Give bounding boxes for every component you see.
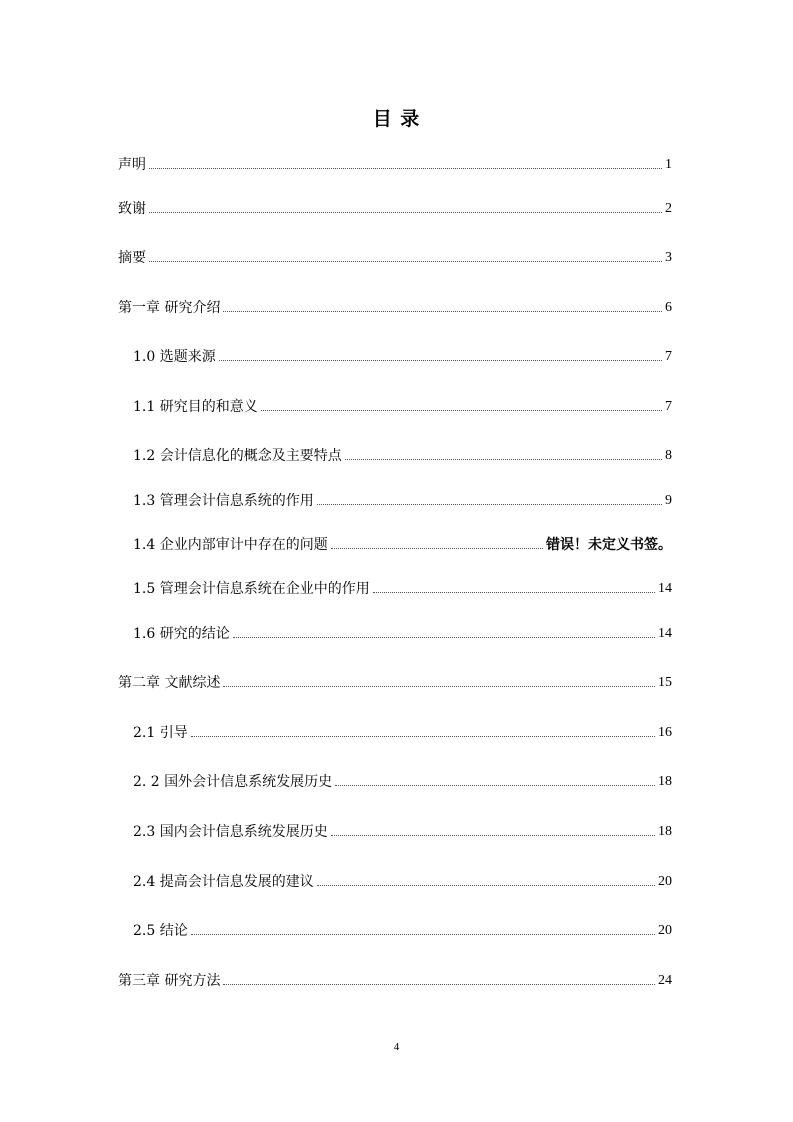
toc-entry[interactable] bbox=[133, 619, 672, 643]
toc-entry[interactable] bbox=[133, 486, 672, 510]
toc-entry-label: 2.3 国内会计信息系统发展历史 bbox=[133, 824, 328, 840]
toc-entry[interactable] bbox=[133, 530, 672, 554]
toc-entry-page-error: 错误！未定义书签。 bbox=[546, 537, 672, 553]
toc-entry[interactable] bbox=[133, 867, 672, 891]
toc-entry[interactable] bbox=[118, 243, 672, 267]
toc-dot-leader bbox=[331, 835, 655, 836]
toc-entry-label: 第一章 研究介绍 bbox=[118, 300, 221, 316]
toc-entry[interactable] bbox=[118, 150, 672, 174]
toc-entry-label: 1.1 研究目的和意义 bbox=[133, 399, 258, 415]
toc-entry-page: 14 bbox=[658, 626, 672, 641]
toc-entry-label: 1.6 研究的结论 bbox=[133, 626, 230, 642]
toc-entry[interactable] bbox=[133, 342, 672, 366]
toc-entry[interactable] bbox=[118, 194, 672, 218]
toc-entry-label: 1.4 企业内部审计中存在的问题 bbox=[133, 537, 328, 553]
toc-entry-page: 3 bbox=[665, 250, 672, 265]
toc-entry-page: 20 bbox=[658, 923, 672, 938]
toc-entry[interactable] bbox=[133, 392, 672, 416]
toc-dot-leader bbox=[191, 736, 655, 737]
toc-entry-page: 1 bbox=[665, 157, 672, 172]
toc-entry-label: 致谢 bbox=[118, 201, 146, 217]
toc-dot-leader bbox=[233, 637, 655, 638]
toc-entry-page: 2 bbox=[665, 201, 672, 216]
toc-dot-leader bbox=[317, 504, 662, 505]
toc-dot-leader bbox=[317, 885, 655, 886]
toc-dot-leader bbox=[335, 785, 655, 786]
toc-entry-page: 7 bbox=[665, 399, 672, 414]
toc-dot-leader bbox=[149, 212, 662, 213]
toc-entry-page: 8 bbox=[665, 448, 672, 463]
toc-dot-leader bbox=[373, 592, 655, 593]
toc-entry-label: 第二章 文献综述 bbox=[118, 675, 221, 691]
toc-entry-label: 2.1 引导 bbox=[133, 725, 188, 741]
toc-dot-leader bbox=[345, 459, 662, 460]
toc-dot-leader bbox=[331, 548, 543, 549]
page-number: 4 bbox=[393, 1041, 400, 1053]
toc-entry-label: 1.5 管理会计信息系统在企业中的作用 bbox=[133, 581, 370, 597]
page-title: 目 录 bbox=[372, 108, 421, 130]
toc-entry-label: 2.4 提高会计信息发展的建议 bbox=[133, 874, 314, 890]
toc-dot-leader bbox=[219, 360, 662, 361]
toc-dot-leader bbox=[223, 311, 662, 312]
toc-entry[interactable] bbox=[118, 293, 672, 317]
toc-entry-label: 1.0 选题来源 bbox=[133, 349, 216, 365]
toc-dot-leader bbox=[261, 410, 662, 411]
toc-entry[interactable] bbox=[133, 916, 672, 940]
toc-entry-label: 摘要 bbox=[118, 250, 146, 266]
toc-entry[interactable] bbox=[118, 668, 672, 692]
toc-dot-leader bbox=[149, 261, 662, 262]
toc-entry[interactable] bbox=[118, 966, 672, 990]
toc-entry-page: 18 bbox=[658, 774, 672, 789]
toc-entry[interactable] bbox=[133, 718, 672, 742]
toc-dot-leader bbox=[149, 168, 662, 169]
toc-dot-leader bbox=[223, 686, 655, 687]
toc-entry[interactable] bbox=[133, 817, 672, 841]
toc-entry-page: 18 bbox=[658, 824, 672, 839]
toc-entry-page: 16 bbox=[658, 725, 672, 740]
toc-entry-page: 24 bbox=[658, 973, 672, 988]
toc-entry-label: 1.3 管理会计信息系统的作用 bbox=[133, 493, 314, 509]
toc-entry-label: 声明 bbox=[118, 157, 146, 173]
toc-entry-page: 14 bbox=[658, 581, 672, 596]
toc-entry-label: 2.5 结论 bbox=[133, 923, 188, 939]
toc-entry-page: 6 bbox=[665, 300, 672, 315]
toc-entry-label: 第三章 研究方法 bbox=[118, 973, 221, 989]
toc-entry[interactable] bbox=[133, 441, 672, 465]
toc-dot-leader bbox=[191, 934, 655, 935]
toc-entry[interactable] bbox=[133, 574, 672, 598]
toc-entry-label: 1.2 会计信息化的概念及主要特点 bbox=[133, 448, 342, 464]
toc-entry-label: 2. 2 国外会计信息系统发展历史 bbox=[133, 774, 333, 790]
toc-entry-page: 9 bbox=[665, 493, 672, 508]
toc-entry[interactable] bbox=[133, 767, 672, 791]
toc-entry-page: 7 bbox=[665, 349, 672, 364]
toc-entry-page: 20 bbox=[658, 874, 672, 889]
toc-dot-leader bbox=[223, 984, 655, 985]
toc-entry-page: 15 bbox=[658, 675, 672, 690]
